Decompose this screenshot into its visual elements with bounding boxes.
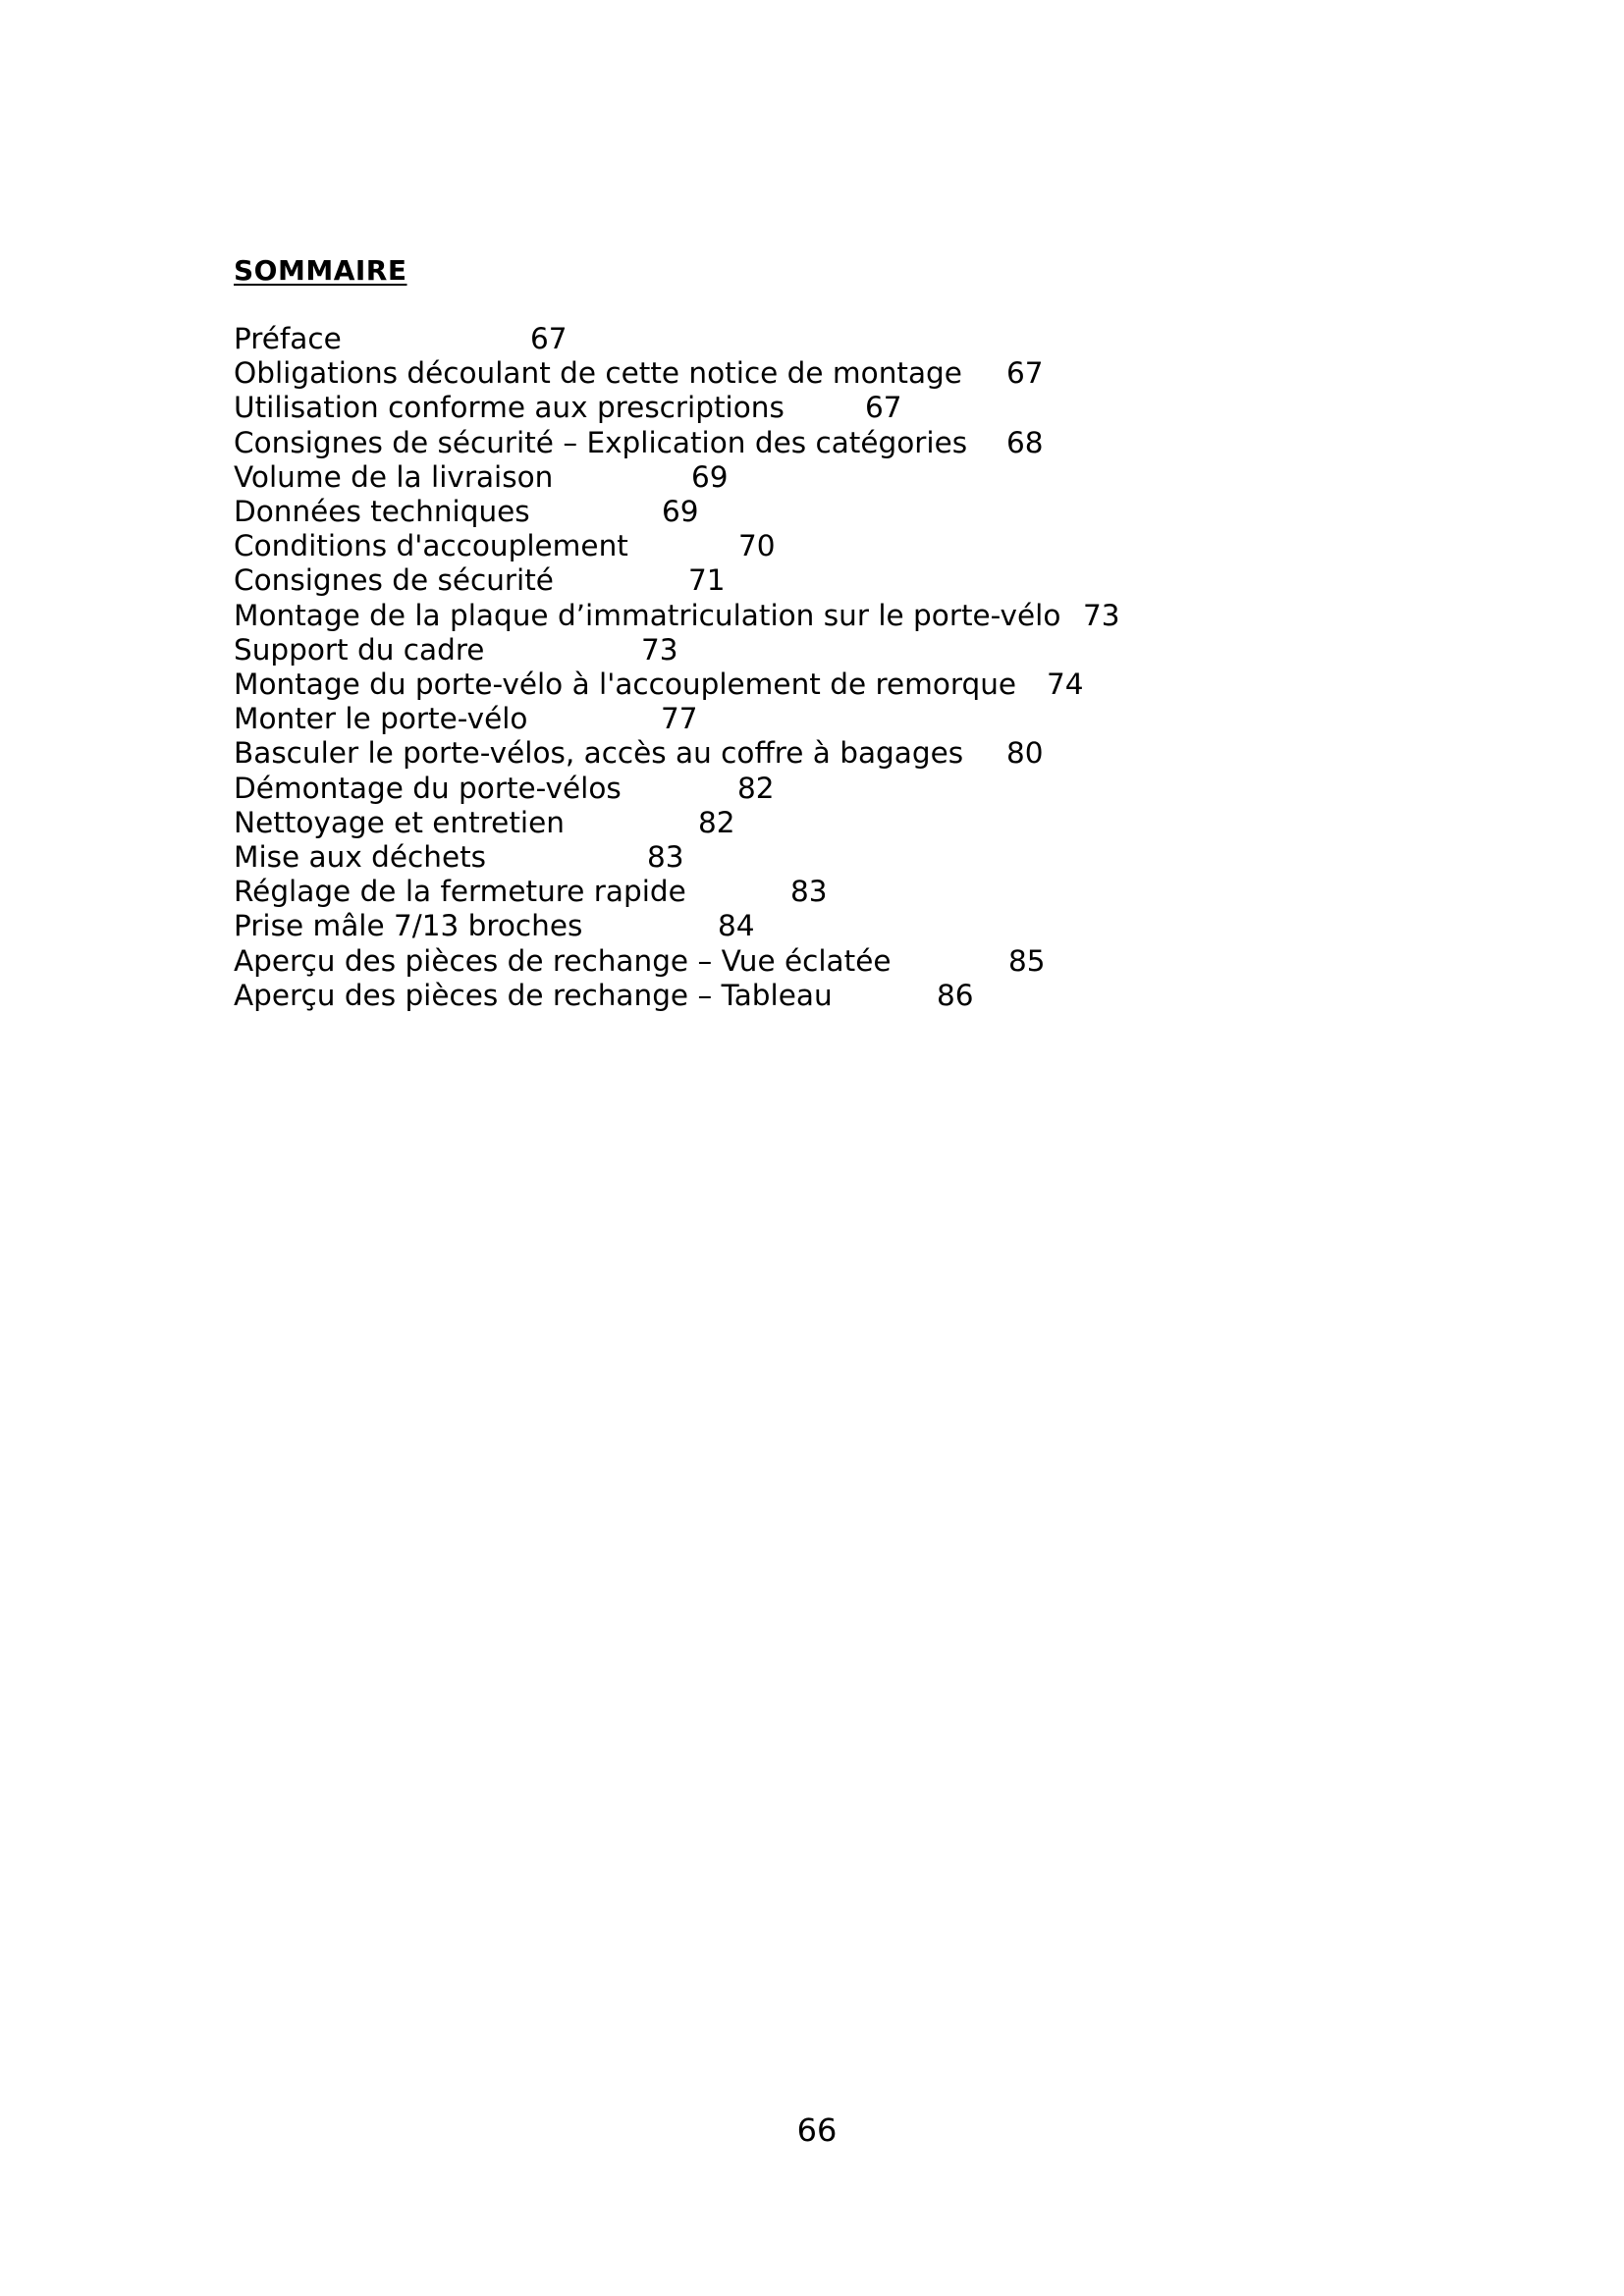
toc-entry-page: 71: [688, 563, 726, 598]
page-number: 66: [796, 2111, 838, 2149]
toc-entry-page: 69: [662, 495, 699, 528]
toc-list: [0, 0, 1624, 1080]
toc-entry-title: Monter le porte-vélo: [234, 702, 528, 736]
toc-entry-page: 73: [1083, 598, 1120, 632]
toc-entry-page: 82: [698, 805, 735, 839]
toc-entry-title: Basculer le porte-vélos, accès au coffre à bagages: [234, 736, 964, 771]
toc-entry-page: 74: [1047, 667, 1084, 701]
toc-entry-title: Nettoyage et entretien: [234, 805, 565, 839]
toc-entry-title: Support du cadre: [234, 632, 485, 667]
toc-entry-page: 83: [790, 875, 828, 909]
toc-entry-page: 84: [718, 909, 755, 943]
toc-entry-page: 85: [1008, 943, 1046, 978]
toc-entry-page: 73: [641, 632, 678, 667]
toc-entry-title: Prise mâle 7/13 broches: [234, 909, 583, 943]
toc-entry-page: 83: [647, 840, 684, 874]
toc-entry-title: Données techniques: [234, 495, 530, 528]
toc-entry-page: 69: [691, 459, 729, 494]
toc-entry-title: Obligations découlant de cette notice de montage: [234, 356, 962, 391]
toc-entry-page: 77: [661, 702, 698, 736]
toc-entry-page: 86: [937, 978, 974, 1012]
toc-entry-title: Montage de la plaque d’immatriculation sur le porte-vélo: [234, 598, 1061, 632]
toc-entry-page: 70: [738, 529, 776, 563]
toc-entry-title: Démontage du porte-vélos: [234, 771, 622, 805]
toc-entry-page: 67: [530, 322, 568, 355]
toc-entry-page: 68: [1006, 425, 1044, 459]
toc-entry-title: Réglage de la fermeture rapide: [234, 875, 686, 909]
toc-entry-title: Aperçu des pièces de rechange – Tableau: [234, 978, 833, 1012]
toc-entry-title: Conditions d'accouplement: [234, 529, 628, 563]
toc-entry-title: Utilisation conforme aux prescriptions: [234, 391, 785, 425]
toc-entry-page: 67: [865, 391, 902, 425]
toc-entry-title: Préface: [234, 322, 342, 355]
toc-entry-title: Aperçu des pièces de rechange – Vue éclatée: [234, 943, 892, 978]
toc-title: SOMMAIRE: [234, 254, 407, 287]
toc-entry-title: Consignes de sécurité: [234, 563, 554, 598]
toc-entry-title: Montage du porte-vélo à l'accouplement de remorque: [234, 667, 1017, 701]
toc-entry-title: Mise aux déchets: [234, 840, 487, 874]
toc-entry-page: 67: [1006, 356, 1044, 391]
toc-entry-page: 82: [737, 771, 775, 805]
toc-entry-title: Volume de la livraison: [234, 459, 554, 494]
toc-entry-page: 80: [1006, 736, 1044, 771]
toc-entry-title: Consignes de sécurité – Explication des catégories: [234, 425, 968, 459]
